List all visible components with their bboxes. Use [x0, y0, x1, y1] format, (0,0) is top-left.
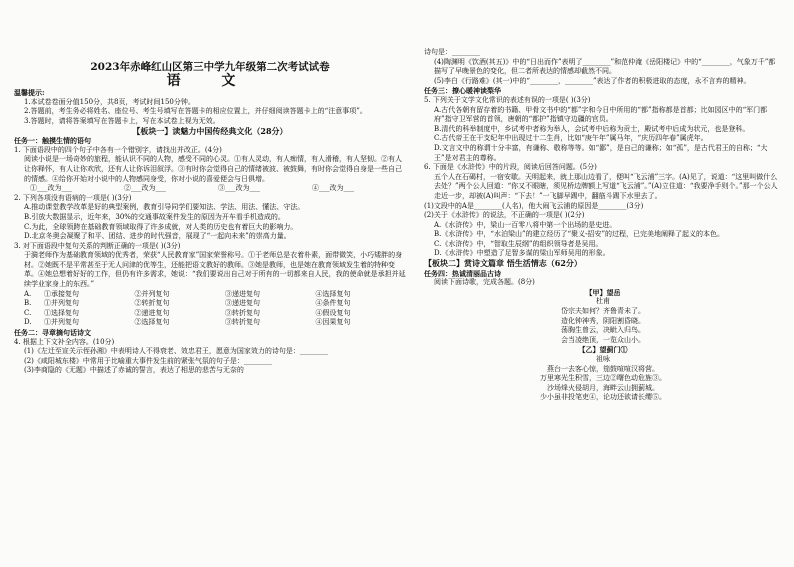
option-d: D.北京冬奥会凝聚了和平、团结、进步的时代强音，展现了“一起向未来”的崇高力量。: [24, 232, 291, 241]
option-cell: ④假设复句: [315, 308, 351, 317]
notice-item: 3.答题时，请将答案填写在答题卡上，写在本试卷上视为无效。: [24, 116, 220, 125]
option-letter: C.: [24, 308, 32, 317]
option-c: C.古代帝王在干支纪年中出现过十二生肖，比如“庚午年”属马年，“庆历四年春”属虎年。: [434, 134, 708, 143]
answer-blank[interactable]: ④___改为___: [312, 184, 354, 193]
section-heading: 【板块二】赏诗文篇章 悟生活情志（62分）: [424, 258, 582, 269]
option-cell: ③转折复句: [225, 318, 260, 327]
task-instruction: 阅读下面诗歌，完成各题。(8分): [434, 278, 535, 287]
option-cell: ③递进复句: [225, 289, 260, 298]
question-1: 1. 下面语段中的四个句子中各有一个错别字，请找出并改正。(4分): [14, 145, 222, 154]
option-cell: ②递进复句: [134, 308, 170, 317]
option-letter: B.: [24, 299, 32, 308]
question-2: 2. 下列各项没有语病的一项是( )(3分): [14, 193, 132, 202]
option-cell: ②转折复句: [134, 299, 170, 308]
poem-line: 万里寒光生积雪，三边②曙色动危旌③。: [540, 374, 666, 383]
answer-blank[interactable]: ①___改为___: [30, 184, 72, 193]
task-heading: 任务二：寻章摘句话诗文: [14, 328, 91, 338]
question-6-passage: 五个人在石碣村，一宿安歇。天明起来，就上那山边看了，便叫“飞云浦”三字。(A)见了，说道：“这里叫做什么去处？”两个公人回道：“你又不眼瞎，须见桥边牌额上写道“飞云浦”。”(A)立住道：“我要净手则个。”那一个公人走近一步，却被(A)叫声：“下去！”一飞脚早踢中，翻筋斗踢下水里去了。: [434, 172, 778, 200]
option-b: B.引放大数据显示，近年来，30%的交通事故案件发生的原因为开车看手机造成的。: [24, 212, 285, 221]
task-heading: 任务一：触摸生情的语句: [14, 136, 91, 146]
option-cell: ②选择复句: [134, 318, 170, 327]
option-cell: ①并列复句: [44, 318, 79, 327]
poem-author: 杜甫: [596, 297, 610, 306]
answer-blank[interactable]: ③___改为___: [218, 184, 260, 193]
option-letter: D.: [24, 318, 32, 327]
right-column: [424, 0, 782, 567]
question-1-passage: 阅读小说是一场奇妙的旅程，能认识不同的人物，感受不同的心灵。①有人灵动，有人痴情，有人滑稽，有人坚韧。②有人让你释怀，有人让你欢欣，还有人让你诉泪叙浮。③有时你会觉得自己的情绪被波、被鼓舞，有时你会觉得自身是一些自己的情感。④给你开始对小说中的人物感同身受，你对小说的喜爱便会与日俱增。: [24, 155, 402, 183]
option-b: B.《水浒传》中，“水泊梁山”的建立经历了“聚义-招安”的过程，已完美地阐释了起义的本色。: [434, 230, 725, 239]
poem-line: 造化钟神秀，阴阳割昏晓。: [561, 316, 645, 325]
option-cell: ②并列复句: [134, 289, 170, 298]
poem-line: 岱宗夫如何？齐鲁青未了。: [561, 307, 645, 316]
poem-line: 会当凌绝顶，一览众山小。: [561, 335, 645, 344]
question-4-item: (2)《咸阳城东楼》中常用于比喻重大事件发生前的紧张气氛的句子是：________: [24, 356, 272, 365]
question-6: 6. 下面是《水浒传》中的片段，阅读后回答问题。(5分): [424, 163, 597, 172]
option-letter: A.: [24, 289, 32, 298]
subject-title: 语 文: [166, 72, 254, 89]
poem-line: 荡胸生曾云，决眦入归鸟。: [561, 326, 645, 335]
option-cell: ①承接复句: [44, 289, 79, 298]
poem-line: 少小虽非投笔吏④，论功还欲请长缨⑤。: [540, 393, 666, 402]
poem-line: 沙场烽火侵胡月，海畔云山拥蓟城。: [547, 383, 659, 392]
option-cell: ④条件复句: [315, 299, 351, 308]
question-1-blanks: [14, 184, 406, 194]
left-column: [14, 0, 406, 567]
question-4: 4. 根据上下文补全内容。(10分): [14, 337, 115, 346]
poem-title: 【甲】望岳: [585, 287, 621, 297]
notice-item: 1.本试卷卷面分值150分，共8页，考试时间150分钟。: [24, 97, 195, 106]
question-3-options: [14, 290, 406, 328]
continued-line: 诗句是：________: [424, 48, 480, 56]
question-4-item: (5)李白《行路难》(其一)中的“________，________”表达了作者的积极进取的态度，永不言弃的精神。: [434, 76, 751, 85]
section-heading: 【板块一】读魅力中国传经典文化（28分）: [132, 125, 288, 136]
notice-heading: 温馨提示:: [14, 88, 45, 98]
task-heading: 任务三：撩心暖神读梨华: [424, 86, 501, 96]
notice-item: 2.答题前，考生务必将姓名、座位号、考生号填写在答题卡的相应位置上，并仔细阅读答题卡上的“注意事项”。: [24, 107, 367, 116]
exam-title: 2023年赤峰红山区第三中学九年级第二次考试试卷: [90, 61, 330, 73]
question-6-2: (2)关于《水浒传》的说法，不正确的一项是( )(2分): [424, 211, 585, 220]
option-d: D.《水浒传》中塑造了足智多谋的梁山军师吴用的形象。: [434, 249, 610, 258]
option-c: C.《水浒传》中，“智取生辰纲”的组织领导者是吴用。: [434, 239, 603, 248]
poem-author: 祖咏: [596, 355, 610, 363]
question-6-1: (1)文段中的A是________(人名)，他大闹飞云浦的原因是________(3分): [424, 201, 644, 210]
option-a: A.推动课堂教学改革是好的典型案例，教育引导同学们要知法、学法、用法、懂法、守法。: [24, 203, 305, 212]
question-3-passage: 于漪老师作为基础教育领域的优秀者，荣获“人民教育家”国家荣誉称号。①于老师总是衣着朴素，面带微笑，小巧矮胖的身材。②她既不是平常甚至于无人问津的优等生，还能把语文教好的教师。③她是教师，也是她在教育领域发生着的特种变革。④她总想着好好的工作，但仍有许多需求，她说：“我们要说出自己对于所有的一切都来自人民，我的使命就是承担并延续学业家身上的东西。”: [24, 251, 406, 289]
option-a: A.《水浒传》中，梁山一百零八将中第一个出场的是史进。: [434, 220, 617, 229]
question-4-item: (4)陶渊明《饮酒(其五)》中的“日出而作”表明了________”和范仲淹《岳阳楼记》中的“________，气象万千”都描写了早晚景色的变化，但二者所表达的情感却截然不同。: [434, 57, 776, 76]
question-4-item: (3)李商隐的《无题》中描述了赤诚的誓言，表达了相思的悲苦与无奈的: [24, 366, 244, 375]
option-c: C.为此，全球领跨在基础教育领域取得了许多成就，对人类的历史也有着巨大的影响力。: [24, 222, 298, 231]
question-5: 5. 下列关于文学文化常识的表述有误的一项是( )(3分): [424, 95, 591, 104]
answer-blank[interactable]: ②___改为___: [124, 184, 166, 193]
poem-line: 燕台一去客心惊，笳鼓喧喧汉将营。: [547, 364, 659, 373]
question-4-item: (1)《左迁至宣关示侄孙湘》中表明诗人不得衰老、效忠君王，愿意为国家效力的诗句是：________: [24, 347, 328, 356]
question-3: 3. 对下面语段中复句关系的判断正确的一项是( )(3分): [14, 241, 181, 250]
option-cell: ③转折复句: [225, 308, 260, 317]
option-cell: ③递进复句: [225, 299, 260, 308]
option-cell: ①选择复句: [44, 308, 79, 317]
option-d: D.文言文中的称谓十分丰富，有谦称、敬称等等。如“鄙”，是自己的谦称；如“孤”，是古代君王的自称；“大王”是对君主的尊称。: [434, 143, 768, 162]
task-heading: 任务四：热诚清丽品古诗: [424, 268, 501, 278]
poem-title: 【乙】望蓟门①: [578, 345, 628, 355]
option-cell: ④选择复句: [315, 289, 351, 298]
option-b: B.清代的科举制度中，乡试考中者称为举人，会试考中后称为贡士，殿试考中后成为状元，也是登科。: [434, 124, 750, 133]
option-a: A.古代各朝有留存着的书籍、甲骨文书中的“都”字和今日中所用的“都”指称都是首都；比如园区中的“军门都府”指守卫军营的首领，唐朝的“都护”指镇守边疆的官员。: [434, 105, 768, 124]
option-cell: ①并列复句: [44, 299, 79, 308]
option-cell: ④因果复句: [315, 318, 351, 327]
